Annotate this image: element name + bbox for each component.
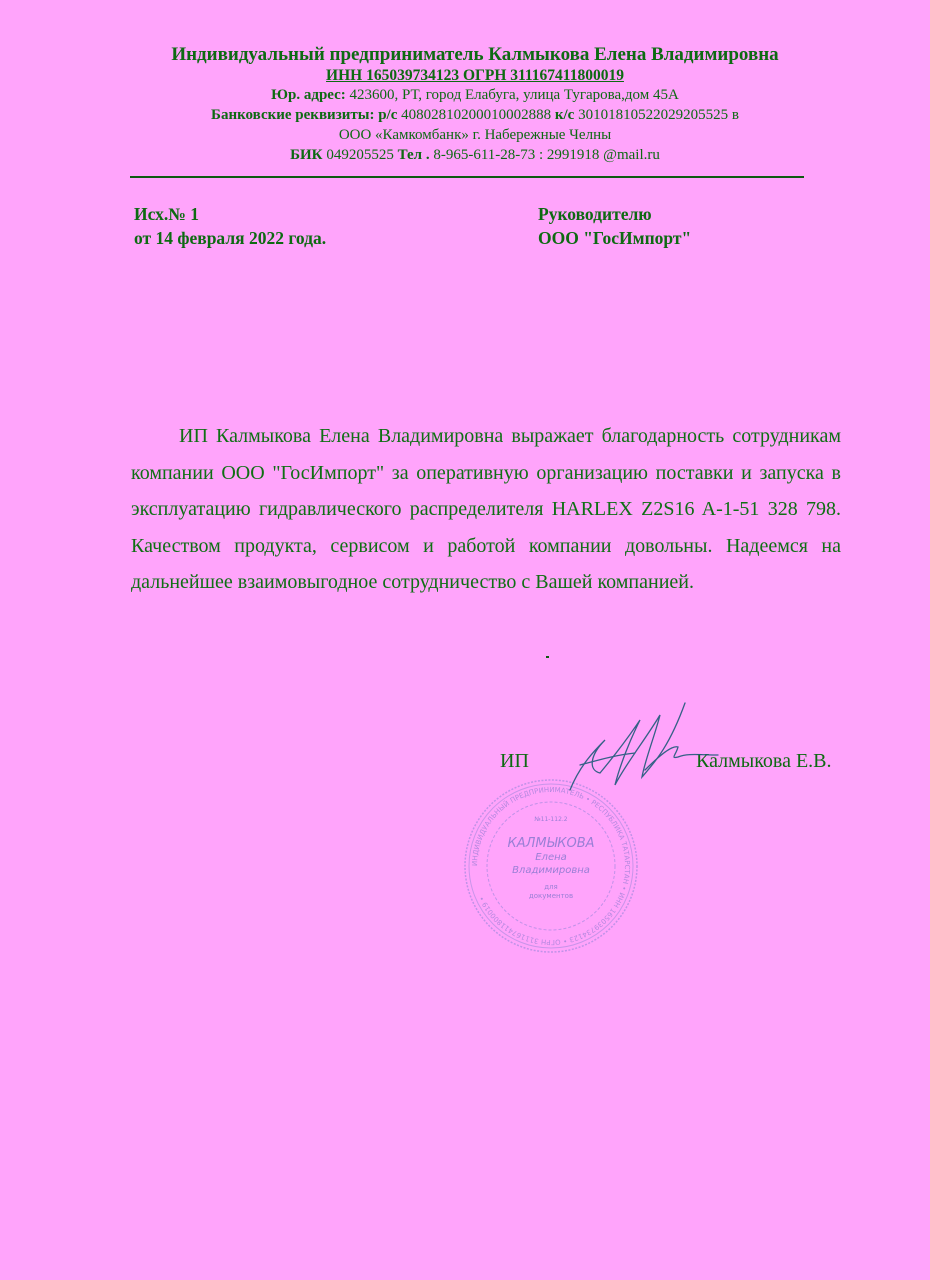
- letterhead-address: [130, 85, 820, 105]
- bank-account: 40802810200010002888: [397, 107, 555, 123]
- addressee-position: Руководителю: [538, 204, 652, 224]
- stamp-patronymic: Владимировна: [512, 865, 590, 876]
- reference-date: от 14 февраля 2022 года.: [134, 228, 327, 248]
- handwritten-signature: [560, 695, 730, 805]
- bank-corr-label: к/с: [554, 107, 575, 123]
- stamp-purpose-1: для: [544, 883, 558, 891]
- addressee-company: ООО "ГосИмпорт": [538, 228, 692, 248]
- letterhead: [130, 44, 820, 165]
- signature-stroke-1: [570, 703, 685, 790]
- address-value: 423600, РТ, город Елабуга, улица Тугарова,дом 45А: [345, 87, 679, 103]
- letterhead-bank: [130, 105, 820, 125]
- stamp-surname: КАЛМЫКОВА: [507, 836, 595, 851]
- letterhead-title: Индивидуальный предприниматель Калмыкова Елена Владимировна: [171, 44, 779, 65]
- stamp-code: №11-112.2: [534, 816, 568, 823]
- phone-label: Тел .: [397, 147, 430, 163]
- signature-stroke-3: [645, 747, 718, 770]
- signature-prefix: ИП: [500, 750, 529, 772]
- addressee: [538, 202, 691, 250]
- bank-corr-value: 30101810522029205525 в: [574, 107, 739, 123]
- bank-label: Банковские реквизиты: р/с: [211, 107, 398, 123]
- address-label: Юр. адрес:: [271, 87, 346, 103]
- bik-label: БИК: [290, 147, 323, 163]
- reference-number: Исх.№ 1: [134, 204, 199, 224]
- stray-mark: [546, 656, 549, 658]
- letter-body: ИП Калмыкова Елена Владимировна выражает благодарность сотрудникам компании ООО "ГосИмпорт" за оперативную организацию поставки и запуска в эксплуатацию гидравлического распределителя HARLEX Z2S16 A-1-51 328 798. Качеством продукта, сервисом и работой компании довольны. Надеемся на дальнейшее взаимовыгодное сотрудничество с Вашей компанией.: [131, 425, 841, 593]
- outgoing-reference: [134, 202, 326, 250]
- stamp-ring-text: ИНДИВИДУАЛЬНЫЙ ПРЕДПРИНИМАТЕЛЬ • РЕСПУБЛИКА ТАТАРСТАН • ИНН 165039734123 • ОГРН 311167411800019 •: [470, 785, 632, 947]
- letterhead-bank-name: ООО «Камкомбанк» г. Набережные Челны: [338, 127, 612, 143]
- signatory-name: Калмыкова Е.В.: [696, 750, 832, 772]
- header-divider: [130, 176, 804, 178]
- stamp-name: Елена: [535, 852, 567, 863]
- stamp-purpose-2: документов: [528, 892, 574, 900]
- letterhead-ids: ИНН 165039734123 ОГРН 311167411800019: [326, 67, 624, 84]
- phone-value: 8-965-611-28-73 : 2991918 @mail.ru: [429, 147, 660, 163]
- letterhead-contacts: [130, 145, 820, 165]
- bik-value: 049205525: [322, 147, 398, 163]
